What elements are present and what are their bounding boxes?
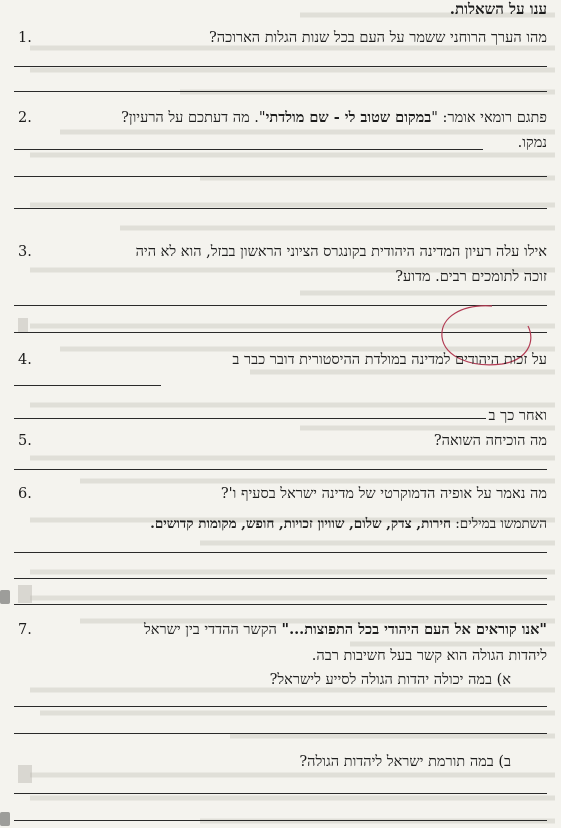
question-5-number: 5. <box>18 433 32 449</box>
answer-line[interactable] <box>14 149 483 150</box>
answer-line[interactable] <box>14 66 547 67</box>
question-2-cont-text: נמקו. <box>517 135 547 151</box>
question-7-number: 7. <box>18 622 32 638</box>
answer-line[interactable] <box>14 208 547 209</box>
question-7 <box>14 618 547 642</box>
question-7-line2: ליהדות הגולה הוא קשר בעל חשיבות רבה. <box>311 648 547 664</box>
answer-line[interactable] <box>14 604 547 605</box>
answer-line[interactable] <box>14 552 547 553</box>
question-3-number: 3. <box>18 244 32 260</box>
answer-line[interactable] <box>14 91 547 92</box>
question-7b <box>14 750 511 774</box>
question-4-line1: על זכות היהודים למדינה במולדת ההיסטורית דובר כבר ב <box>232 352 547 368</box>
question-3 <box>14 240 547 264</box>
margin-mark <box>0 812 10 826</box>
question-2-suffix: ". מה דעתכם על הרעיון? <box>121 110 266 126</box>
question-3-cont <box>14 265 547 289</box>
question-1-number: 1. <box>18 30 32 46</box>
worksheet-heading: ענו על השאלות. <box>449 0 547 18</box>
question-7-quote: "אנו קוראים אל העם היהודי בכל התפוצות..." <box>281 621 547 638</box>
question-2 <box>14 106 547 130</box>
answer-line[interactable] <box>14 469 547 470</box>
question-4 <box>14 348 547 372</box>
question-2-prefix: פתגם רומאי אומר: " <box>431 110 547 126</box>
question-3-line2: זוכה לתומכים רבים. מדוע? <box>395 269 547 285</box>
answer-line[interactable] <box>14 176 547 177</box>
answer-line[interactable] <box>14 820 547 821</box>
question-7b-text: ב) במה תורמת ישראל ליהדות הגולה? <box>299 754 511 770</box>
question-4-line2: ואחר כך ב <box>488 408 547 424</box>
margin-mark <box>0 590 10 604</box>
question-4-cont <box>14 404 547 428</box>
question-4-number: 4. <box>18 352 32 368</box>
question-3-line1: אילו עלה רעיון המדינה היהודית בקונגרס הציוני הראשון בבזל, הוא לא היה <box>135 244 547 260</box>
answer-blank[interactable] <box>14 418 486 419</box>
question-6-words <box>14 512 547 536</box>
question-6 <box>14 482 547 506</box>
question-7a <box>14 668 511 692</box>
question-7a-text: א) במה יכולה יהדות הגולה לסייע לישראל? <box>269 672 511 688</box>
question-6-instruction: השתמשו במילים: <box>450 516 547 532</box>
question-7-cont <box>14 644 547 668</box>
question-7-line1: הקשר ההדדי בין ישראל <box>143 622 282 638</box>
answer-line[interactable] <box>14 793 547 794</box>
question-2-continuation <box>14 131 547 155</box>
answer-line[interactable] <box>14 733 547 734</box>
question-6-number: 6. <box>18 486 32 502</box>
question-5 <box>14 429 547 453</box>
question-2-quote: במקום שטוב לי - שם מולדתי <box>265 109 432 126</box>
question-6-word-list: חירות, צדק, שלום, שוויון זכויות, חופש, מקומות קדושים. <box>150 516 451 532</box>
answer-line[interactable] <box>14 706 547 707</box>
question-1-text: מהו הערך הרוחני ששמר על העם בכל שנות הגלות הארוכה? <box>209 30 547 46</box>
answer-blank[interactable] <box>14 385 161 386</box>
question-1 <box>14 26 547 50</box>
question-5-text: מה הוכיחה השואה? <box>433 433 547 449</box>
question-2-number: 2. <box>18 110 32 126</box>
question-6-line1: מה נאמר על אופיה הדמוקרטי של מדינה ישראל בסעיף ו'? <box>220 486 547 502</box>
answer-line[interactable] <box>14 578 547 579</box>
